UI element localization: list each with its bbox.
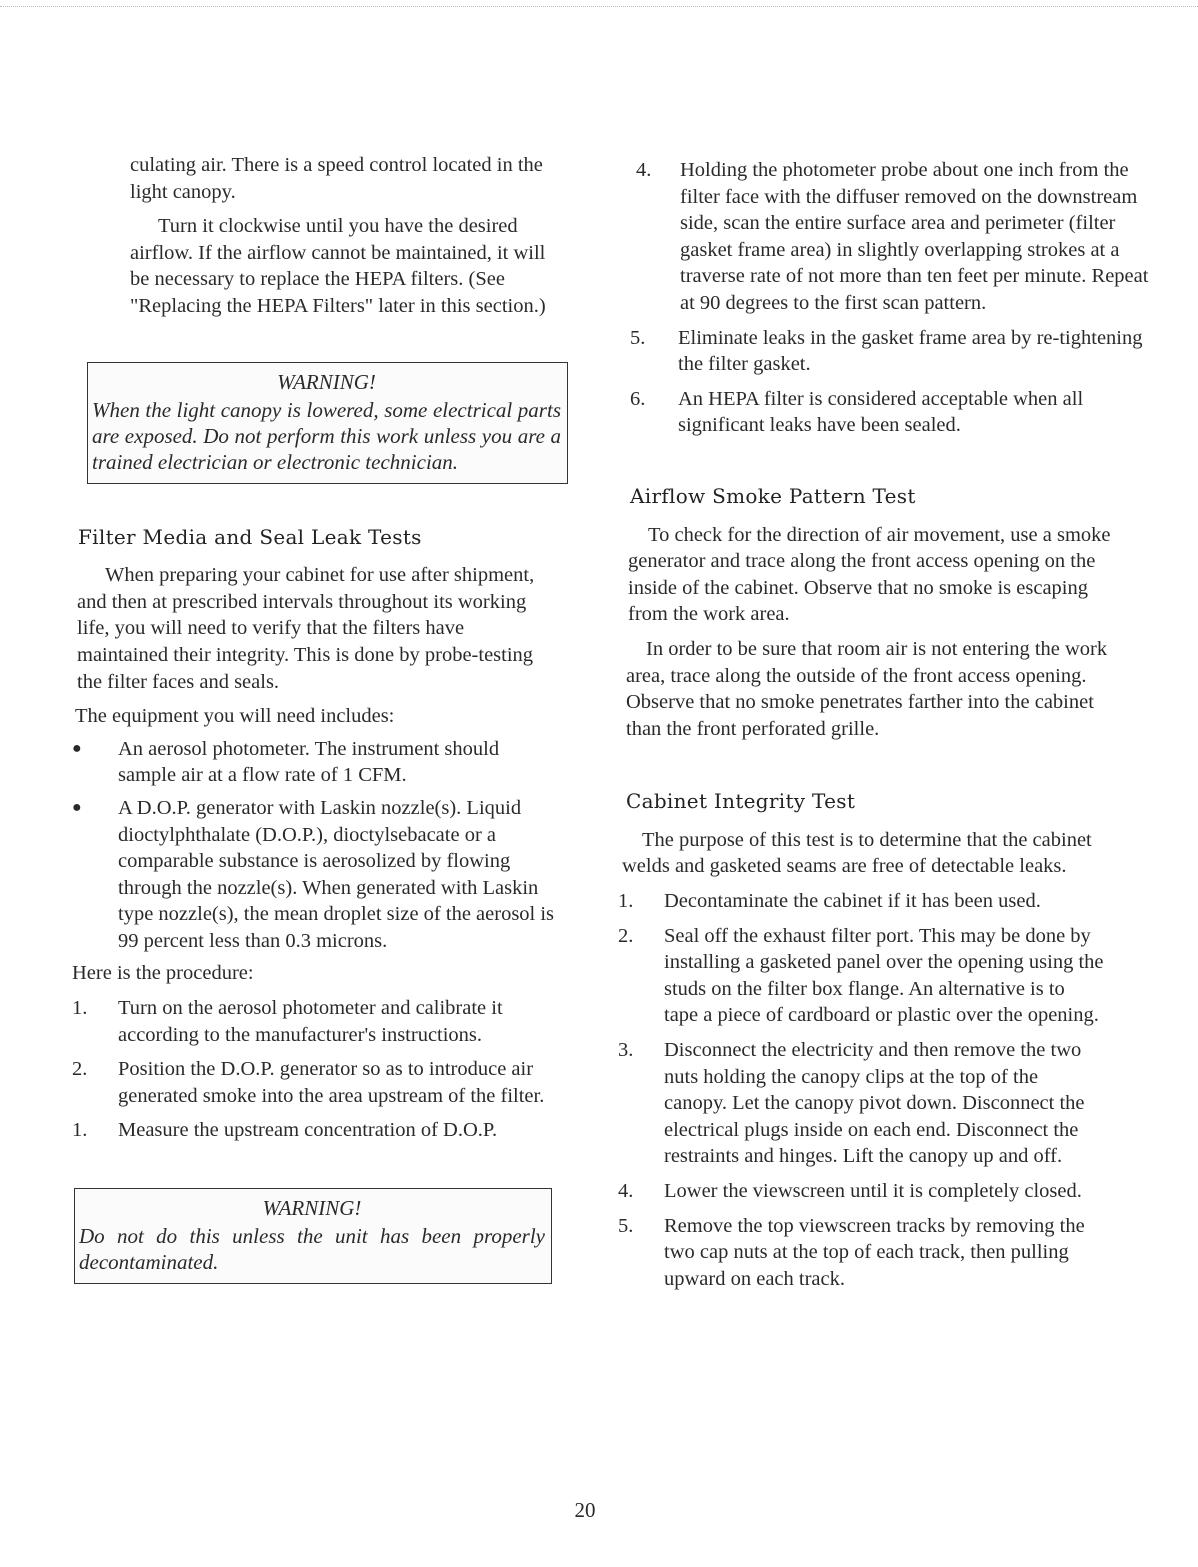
step-number: 2. bbox=[72, 1058, 88, 1081]
step-number: 5. bbox=[630, 326, 646, 349]
step-number: 2. bbox=[618, 924, 634, 947]
step-text: Seal off the exhaust filter port. This may be done by installing a gasketed panel over the opening using the studs on the filter box flange. An alternative is to tape a piece of cardboard or plastic over the opening. bbox=[664, 924, 1104, 1027]
step-number: 1. bbox=[72, 1119, 88, 1142]
procedure-step bbox=[630, 325, 1158, 378]
integrity-intro: The purpose of this test is to determine that the cabinet welds and gasketed seams are free of detectable leaks. bbox=[622, 828, 1092, 878]
section-heading-integrity: Cabinet Integrity Test bbox=[626, 789, 856, 814]
equipment-text: A D.O.P. generator with Laskin nozzle(s). Liquid dioctylphthalate (D.O.P.), dioctylsebacate or a comparable substance is aerosolized by flowing through the nozzle(s). When generated with Laskin type nozzle(s), the mean droplet size of the aerosol is 99 percent less than 0.3 microns. bbox=[118, 796, 555, 952]
procedure-step bbox=[72, 1056, 562, 1109]
section-heading-airflow: Airflow Smoke Pattern Test bbox=[630, 483, 916, 508]
intro-paragraph-2: Turn it clockwise until you have the desired airflow. If the airflow cannot be maintained, it will be necessary to replace the HEPA filters. (See "Replacing the HEPA Filters" later in this section.) bbox=[130, 215, 546, 317]
warning-box-canopy bbox=[87, 362, 568, 484]
warning-text: Do not do this unless the unit has been properly decontaminated. bbox=[79, 1224, 545, 1275]
step-text: Turn on the aerosol photometer and calibrate it according to the manufacturer's instructions. bbox=[118, 997, 503, 1046]
integrity-step bbox=[618, 888, 1162, 915]
procedure-intro: Here is the procedure: bbox=[72, 962, 254, 985]
integrity-step bbox=[618, 923, 1104, 1029]
procedure-step bbox=[72, 1117, 562, 1144]
bullet-icon: ● bbox=[72, 739, 82, 757]
right-column bbox=[618, 157, 1149, 1292]
airflow-paragraph-1: To check for the direction of air movement, use a smoke generator and trace along the front access opening on the inside of the cabinet. Observe that no smoke is escaping from the work area. bbox=[628, 523, 1111, 626]
left-column bbox=[72, 152, 572, 1284]
airflow-paragraph-2: In order to be sure that room air is not entering the work area, trace along the outside of the front access opening. Observe that no smoke penetrates farther into the cabinet than the front perforated grille. bbox=[626, 637, 1108, 740]
step-text: Remove the top viewscreen tracks by removing the two cap nuts at the top of each track, then pulling upward on each track. bbox=[664, 1214, 1085, 1290]
step-text: Measure the upstream concentration of D.O.P. bbox=[118, 1119, 498, 1142]
equipment-intro: The equipment you will need includes: bbox=[75, 705, 395, 728]
equipment-text: An aerosol photometer. The instrument should sample air at a flow rate of 1 CFM. bbox=[118, 737, 500, 787]
warning-title: WARNING! bbox=[277, 369, 376, 394]
warning-box-decontaminate bbox=[74, 1188, 552, 1284]
procedure-step bbox=[72, 995, 562, 1048]
step-number: 1. bbox=[72, 997, 88, 1020]
equipment-list-item bbox=[72, 736, 562, 789]
section-heading-filter-tests: Filter Media and Seal Leak Tests bbox=[78, 524, 422, 549]
step-text: Holding the photometer probe about one inch from the filter face with the diffuser removed on the downstream side, scan the entire surface area and perimeter (filter gasket frame area) in slightly overlapping strokes at a traverse rate of not more than ten feet per minute. Repeat at 90 degrees to the first scan pattern. bbox=[680, 159, 1149, 314]
intro-paragraph-1: culating air. There is a speed control located in the light canopy. bbox=[130, 154, 543, 203]
warning-title: WARNING! bbox=[262, 1196, 362, 1221]
procedure-step bbox=[636, 157, 1154, 317]
integrity-step bbox=[618, 1037, 1104, 1170]
warning-text: When the light canopy is lowered, some electrical parts are exposed. Do not perform this work unless you are a trained electrician or electronic technician. bbox=[92, 397, 561, 474]
step-text: Disconnect the electricity and then remove the two nuts holding the canopy clips at the top of the canopy. Let the canopy pivot down. Disconnect the electrical plugs inside on each end. Disconnect the restraints and hinges. Lift the canopy up and off. bbox=[664, 1039, 1085, 1168]
integrity-step bbox=[618, 1178, 1104, 1205]
step-number: 4. bbox=[636, 159, 652, 181]
step-text: Position the D.O.P. generator so as to introduce air generated smoke into the area upstream of the filter. bbox=[118, 1058, 545, 1107]
step-text: Decontaminate the cabinet if it has been used. bbox=[664, 890, 1041, 913]
filter-intro-paragraph: When preparing your cabinet for use after shipment, and then at prescribed intervals throughout its working life, you will need to verify that the filters have maintained their integrity. This is done by probe-testing the filter faces and seals. bbox=[77, 564, 535, 693]
procedure-step bbox=[630, 386, 1158, 439]
page-number: 20 bbox=[574, 1498, 596, 1522]
equipment-list-item bbox=[72, 795, 562, 955]
step-number: 4. bbox=[618, 1180, 634, 1202]
step-number: 6. bbox=[630, 387, 646, 410]
bullet-icon: ● bbox=[72, 798, 82, 816]
step-text: Eliminate leaks in the gasket frame area by re-tightening the filter gasket. bbox=[678, 326, 1143, 376]
scan-edge-line bbox=[0, 6, 1198, 7]
step-number: 3. bbox=[618, 1039, 634, 1062]
step-number: 5. bbox=[618, 1214, 634, 1237]
step-number: 1. bbox=[618, 890, 634, 913]
step-text: An HEPA filter is considered acceptable when all significant leaks have been sealed. bbox=[678, 387, 1084, 437]
integrity-step bbox=[618, 1213, 1104, 1293]
step-text: Lower the viewscreen until it is completely closed. bbox=[664, 1180, 1082, 1202]
